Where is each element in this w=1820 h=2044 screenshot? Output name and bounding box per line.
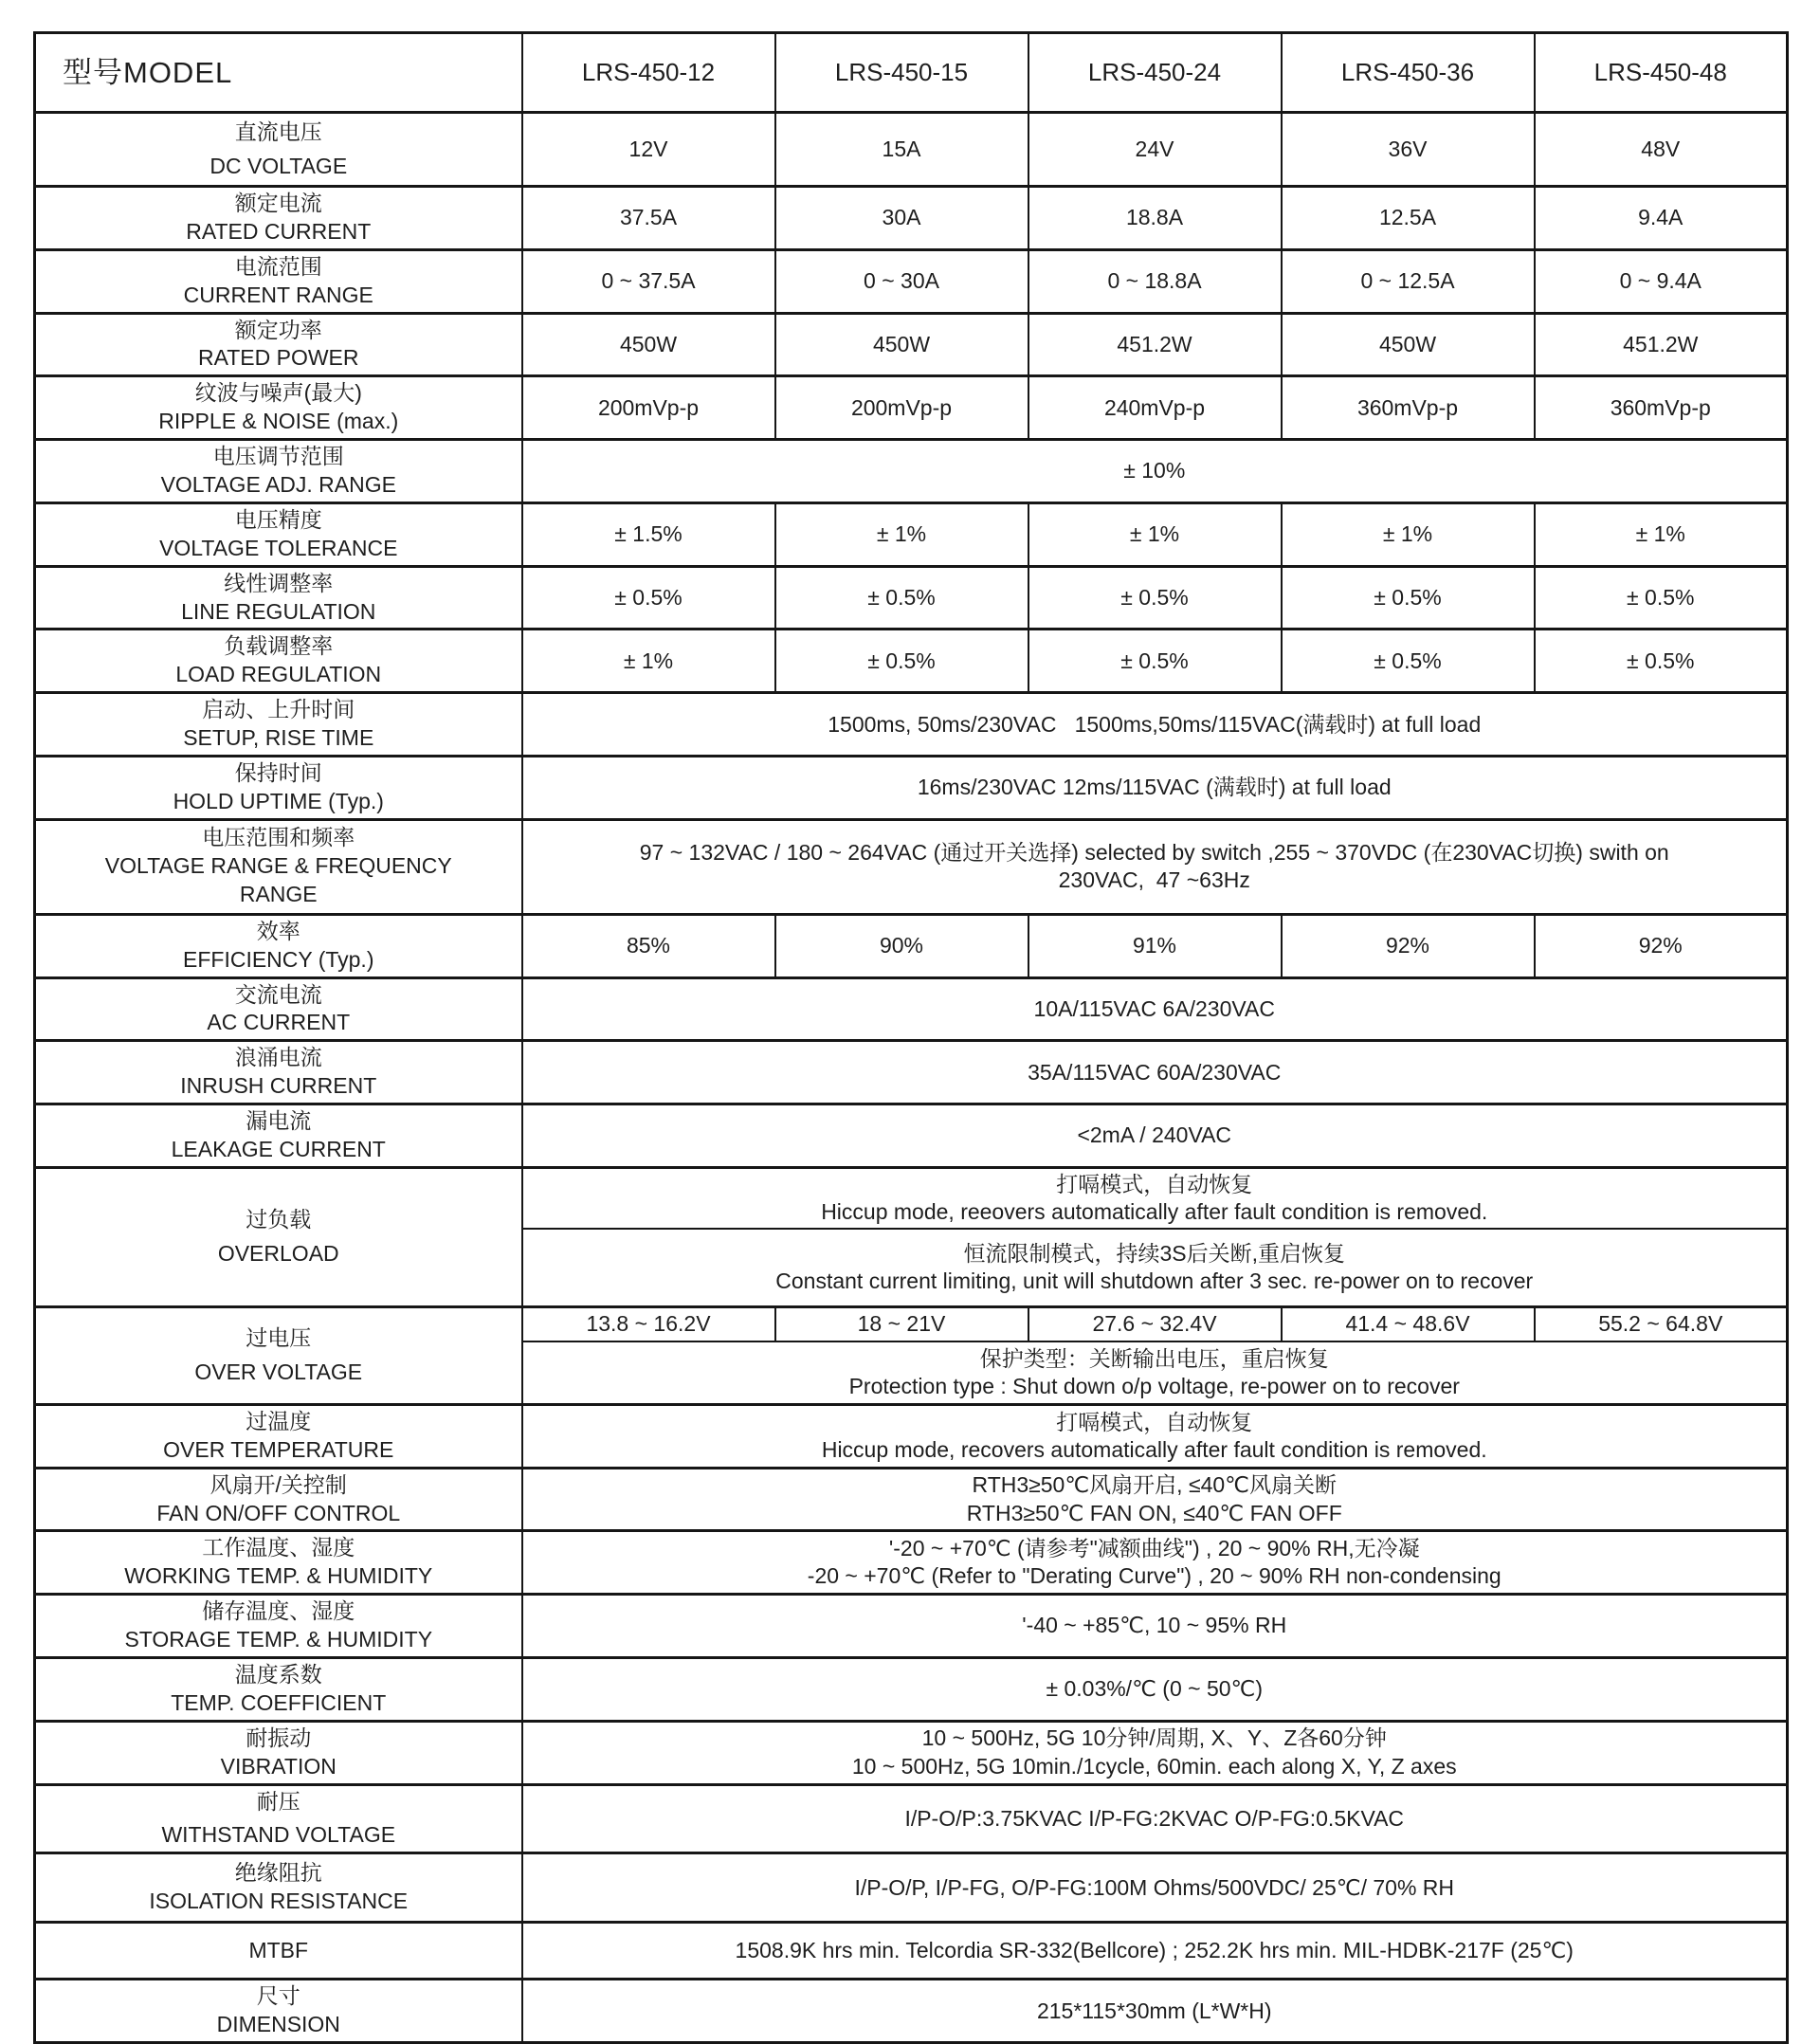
row-label [35,502,522,566]
row-label-cn: 温度系数 [234,1661,322,1687]
table-cell: 200mVp-p [775,376,1028,440]
row-label-cn: 直流电压 [234,119,322,144]
table-cell-span: I/P-O/P:3.75KVAC I/P-FG:2KVAC O/P-FG:0.5KVAC [522,1784,1788,1853]
row-label [35,376,522,440]
row-label [35,113,522,187]
table-cell-span [522,819,1788,914]
row-label-en: WITHSTAND VOLTAGE [161,1822,396,1848]
table-cell: ± 1% [1028,502,1282,566]
table-row [35,1041,1788,1104]
row-label [35,566,522,630]
table-cell: 360mVp-p [1535,376,1788,440]
cell-line: Constant current limiting, unit will shutdown after 3 sec. re-power on to recover [775,1268,1534,1294]
table-cell: 200mVp-p [522,376,775,440]
table-cell: 27.6 ~ 32.4V [1028,1306,1282,1341]
table-cell: 240mVp-p [1028,376,1282,440]
cell-line: Protection type : Shut down o/p voltage, re-power on to recover [848,1374,1460,1399]
cell-line: Hiccup mode, reeovers automatically after fault condition is removed. [821,1199,1488,1225]
table-cell-span [522,1531,1788,1595]
row-label-en: EFFICIENCY (Typ.) [183,946,374,972]
table-cell: 18 ~ 21V [775,1306,1028,1341]
table-cell: 92% [1282,914,1535,977]
row-label [35,757,522,820]
row-label-cn: 储存温度、湿度 [202,1598,355,1624]
row-label-en: TEMP. COEFFICIENT [171,1689,387,1715]
row-label [35,1721,522,1784]
row-label-en: LEAKAGE CURRENT [171,1137,386,1162]
row-label-cn: 额定功率 [234,317,322,342]
row-label-en: OVER TEMPERATURE [163,1436,394,1462]
table-cell: ± 1% [1535,502,1788,566]
table-cell-span: 35A/115VAC 60A/230VAC [522,1041,1788,1104]
cell-line: -20 ~ +70℃ (Refer to "Derating Curve") , 20 ~ 90% RH non-condensing [807,1563,1502,1589]
cell-line: 10 ~ 500Hz, 5G 10分钟/周期, X、Y、Z各60分钟 [921,1725,1387,1751]
row-label-en: RATED CURRENT [186,218,372,244]
table-cell: 24V [1028,113,1282,187]
row-label-cn: 过负载 [246,1207,312,1232]
spec-sheet [33,31,1789,2044]
cell-line: 恒流限制模式，持续3S后关断,重启恢复 [963,1240,1346,1266]
table-cell: ± 1% [1282,502,1535,566]
row-label-en: CURRENT RANGE [183,282,373,307]
row-label-cn: 交流电流 [234,981,322,1007]
row-label-en: AC CURRENT [207,1010,351,1035]
table-row [35,376,1788,440]
table-row [35,249,1788,313]
table-cell: 18.8A [1028,187,1282,250]
table-cell: 9.4A [1535,187,1788,250]
row-label-en: ISOLATION RESISTANCE [149,1889,409,1914]
row-label-en: RATED POWER [197,345,359,371]
table-cell: ± 1% [775,502,1028,566]
row-label-cn: 漏电流 [246,1108,312,1134]
table-cell: 55.2 ~ 64.8V [1535,1306,1788,1341]
table-row [35,113,1788,187]
table-cell: 41.4 ~ 48.6V [1282,1306,1535,1341]
row-label [35,977,522,1041]
table-cell: ± 0.5% [1535,566,1788,630]
row-label-cn: 浪涌电流 [234,1045,322,1070]
table-cell: 91% [1028,914,1282,977]
model-header-label: 型号MODEL [35,33,522,113]
table-cell-span: 1500ms, 50ms/230VAC 1500ms,50ms/115VAC(满载时) at full load [522,693,1788,757]
cell-line: Hiccup mode, recovers automatically after fault condition is removed. [821,1436,1487,1462]
table-cell: 15A [775,113,1028,187]
table-row [35,313,1788,376]
model-column-header: LRS-450-15 [775,33,1028,113]
row-label-cn: 线性调整率 [224,570,334,595]
row-label-cn: 纹波与噪声(最大) [194,380,362,406]
table-cell: 450W [522,313,775,376]
table-cell: 360mVp-p [1282,376,1535,440]
row-label-en: FAN ON/OFF CONTROL [156,1500,401,1525]
row-label-cn: 启动、上升时间 [202,697,355,722]
row-label-en: WORKING TEMP. & HUMIDITY [124,1563,433,1589]
row-label-en: MTBF [248,1937,309,1962]
row-label-cn: 过电压 [246,1324,312,1350]
table-cell: 13.8 ~ 16.2V [522,1306,775,1341]
table-cell-span [522,1468,1788,1531]
table-cell: ± 0.5% [775,566,1028,630]
table-row [35,1404,1788,1468]
row-label [35,1595,522,1658]
table-row [35,757,1788,820]
cell-line: 打嗝模式，自动恢复 [1056,1171,1253,1196]
cell-line: 10 ~ 500Hz, 5G 10min./1cycle, 60min. each along X, Y, Z axes [851,1753,1457,1779]
row-label [35,1104,522,1168]
row-label [35,630,522,693]
row-label-en: STORAGE TEMP. & HUMIDITY [124,1627,433,1652]
row-label-en: SETUP, RISE TIME [183,725,374,751]
cell-line: 打嗝模式，自动恢复 [1056,1409,1253,1434]
row-label-cn: 风扇开/关控制 [209,1471,347,1497]
table-cell: ± 0.5% [1282,566,1535,630]
table-cell: 37.5A [522,187,775,250]
table-cell-span: 10A/115VAC 6A/230VAC [522,977,1788,1041]
table-cell: 0 ~ 37.5A [522,249,775,313]
table-cell: 450W [775,313,1028,376]
row-label-en: DC VOLTAGE [209,153,348,178]
table-row [35,1306,1788,1341]
table-cell: 85% [522,914,775,977]
row-label-cn: 电流范围 [234,253,322,279]
table-row [35,1721,1788,1784]
cell-line: '-20 ~ +70℃ (请参考"减额曲线") , 20 ~ 90% RH,无冷凝 [888,1536,1420,1561]
row-label [35,914,522,977]
row-label-cn: 电压范围和频率 [202,825,355,850]
table-row [35,1595,1788,1658]
table-cell: ± 1% [522,630,775,693]
table-cell: 450W [1282,313,1535,376]
table-cell-span [522,1404,1788,1468]
row-label-en: VOLTAGE RANGE & FREQUENCY [104,853,452,879]
row-label [35,819,522,914]
row-label [35,249,522,313]
spec-table [33,31,1789,2044]
row-label-cn: 工作温度、湿度 [202,1535,355,1560]
cell-line: RTH3≥50℃ FAN ON, ≤40℃ FAN OFF [966,1500,1342,1525]
table-cell-span: 1508.9K hrs min. Telcordia SR-332(Bellcore) ; 252.2K hrs min. MIL-HDBK-217F (25℃) [522,1923,1788,1980]
row-label [35,693,522,757]
row-label-en: RIPPLE & NOISE (max.) [158,409,399,434]
table-cell-span: ± 0.03%/℃ (0 ~ 50℃) [522,1657,1788,1721]
table-row [35,1923,1788,1980]
table-cell-span: I/P-O/P, I/P-FG, O/P-FG:100M Ohms/500VDC/ 25℃/ 70% RH [522,1853,1788,1923]
table-cell-span: 16ms/230VAC 12ms/115VAC (满载时) at full load [522,757,1788,820]
table-row [35,1784,1788,1853]
table-cell-span: '-40 ~ +85℃, 10 ~ 95% RH [522,1595,1788,1658]
row-label-en: OVERLOAD [217,1240,339,1266]
table-cell: 12.5A [1282,187,1535,250]
table-row [35,187,1788,250]
table-row [35,693,1788,757]
row-label-en: VOLTAGE ADJ. RANGE [160,472,396,498]
row-label-cn: 电压调节范围 [212,444,344,469]
row-label-en: LOAD REGULATION [175,662,382,687]
table-row [35,440,1788,503]
table-cell: 92% [1535,914,1788,977]
row-label [35,1923,522,1980]
row-label-cn: 保持时间 [234,760,322,786]
cell-line: 保护类型：关断输出电压，重启恢复 [979,1345,1329,1371]
table-cell: 451.2W [1535,313,1788,376]
table-cell: 48V [1535,113,1788,187]
table-row [35,566,1788,630]
row-label [35,187,522,250]
table-cell-span: 215*115*30mm (L*W*H) [522,1980,1788,2043]
table-row [35,819,1788,914]
row-label-cn: 电压精度 [234,506,322,532]
table-cell-span [522,1167,1788,1229]
table-cell: ± 0.5% [1282,630,1535,693]
table-cell-span [522,1341,1788,1404]
table-row [35,1531,1788,1595]
row-label [35,440,522,503]
table-cell: 451.2W [1028,313,1282,376]
row-label-en: RANGE [239,882,318,907]
table-row [35,977,1788,1041]
row-label [35,1784,522,1853]
table-row [35,1468,1788,1531]
table-cell: 0 ~ 9.4A [1535,249,1788,313]
model-column-header: LRS-450-24 [1028,33,1282,113]
row-label-en: VOLTAGE TOLERANCE [159,535,398,560]
table-cell-span [522,1229,1788,1306]
row-label-en: INRUSH CURRENT [180,1073,377,1099]
table-row [35,1657,1788,1721]
row-label [35,1306,522,1404]
row-label [35,1041,522,1104]
model-column-header: LRS-450-12 [522,33,775,113]
table-cell: 0 ~ 18.8A [1028,249,1282,313]
row-label-cn: 绝缘阻抗 [234,1860,322,1886]
table-cell-span: <2mA / 240VAC [522,1104,1788,1168]
table-cell: ± 0.5% [1028,566,1282,630]
table-cell: ± 0.5% [1535,630,1788,693]
table-row [35,502,1788,566]
table-row [35,630,1788,693]
table-row [35,1167,1788,1229]
table-row [35,1104,1788,1168]
row-label [35,1167,522,1306]
table-cell-span: ± 10% [522,440,1788,503]
table-cell: ± 0.5% [522,566,775,630]
row-label-cn: 耐压 [256,1788,300,1814]
model-column-header: LRS-450-36 [1282,33,1535,113]
table-cell: 30A [775,187,1028,250]
table-row [35,1853,1788,1923]
table-cell-span [522,1721,1788,1784]
table-cell: ± 0.5% [1028,630,1282,693]
row-label-en: DIMENSION [216,2012,340,2037]
table-row [35,1980,1788,2043]
row-label-en: LINE REGULATION [181,598,376,624]
row-label [35,313,522,376]
table-cell: ± 1.5% [522,502,775,566]
row-label-cn: 效率 [256,918,300,943]
table-header-row [35,33,1788,113]
table-cell: 0 ~ 30A [775,249,1028,313]
row-label-cn: 过温度 [246,1408,312,1433]
table-cell: 12V [522,113,775,187]
row-label [35,1657,522,1721]
row-label-cn: 尺寸 [256,1983,300,2009]
row-label-en: OVER VOLTAGE [194,1359,363,1384]
table-cell: 36V [1282,113,1535,187]
row-label-cn: 额定电流 [234,191,322,215]
row-label-cn: 耐振动 [246,1725,312,1750]
cell-line: RTH3≥50℃风扇开启, ≤40℃风扇关断 [972,1472,1337,1498]
row-label-cn: 负载调整率 [224,633,334,659]
table-cell: ± 0.5% [775,630,1028,693]
row-label [35,1531,522,1595]
cell-line: 230VAC, 47 ~63Hz [1058,867,1250,893]
row-label [35,1404,522,1468]
cell-line: 97 ~ 132VAC / 180 ~ 264VAC (通过开关选择) selected by switch ,255 ~ 370VDC (在230VAC切换) swith on [639,840,1669,866]
table-cell: 90% [775,914,1028,977]
table-cell: 0 ~ 12.5A [1282,249,1535,313]
row-label-en: VIBRATION [220,1753,337,1779]
model-column-header: LRS-450-48 [1535,33,1788,113]
table-row [35,914,1788,977]
row-label-en: HOLD UPTIME (Typ.) [173,788,384,813]
row-label [35,1853,522,1923]
row-label [35,1980,522,2043]
row-label [35,1468,522,1531]
